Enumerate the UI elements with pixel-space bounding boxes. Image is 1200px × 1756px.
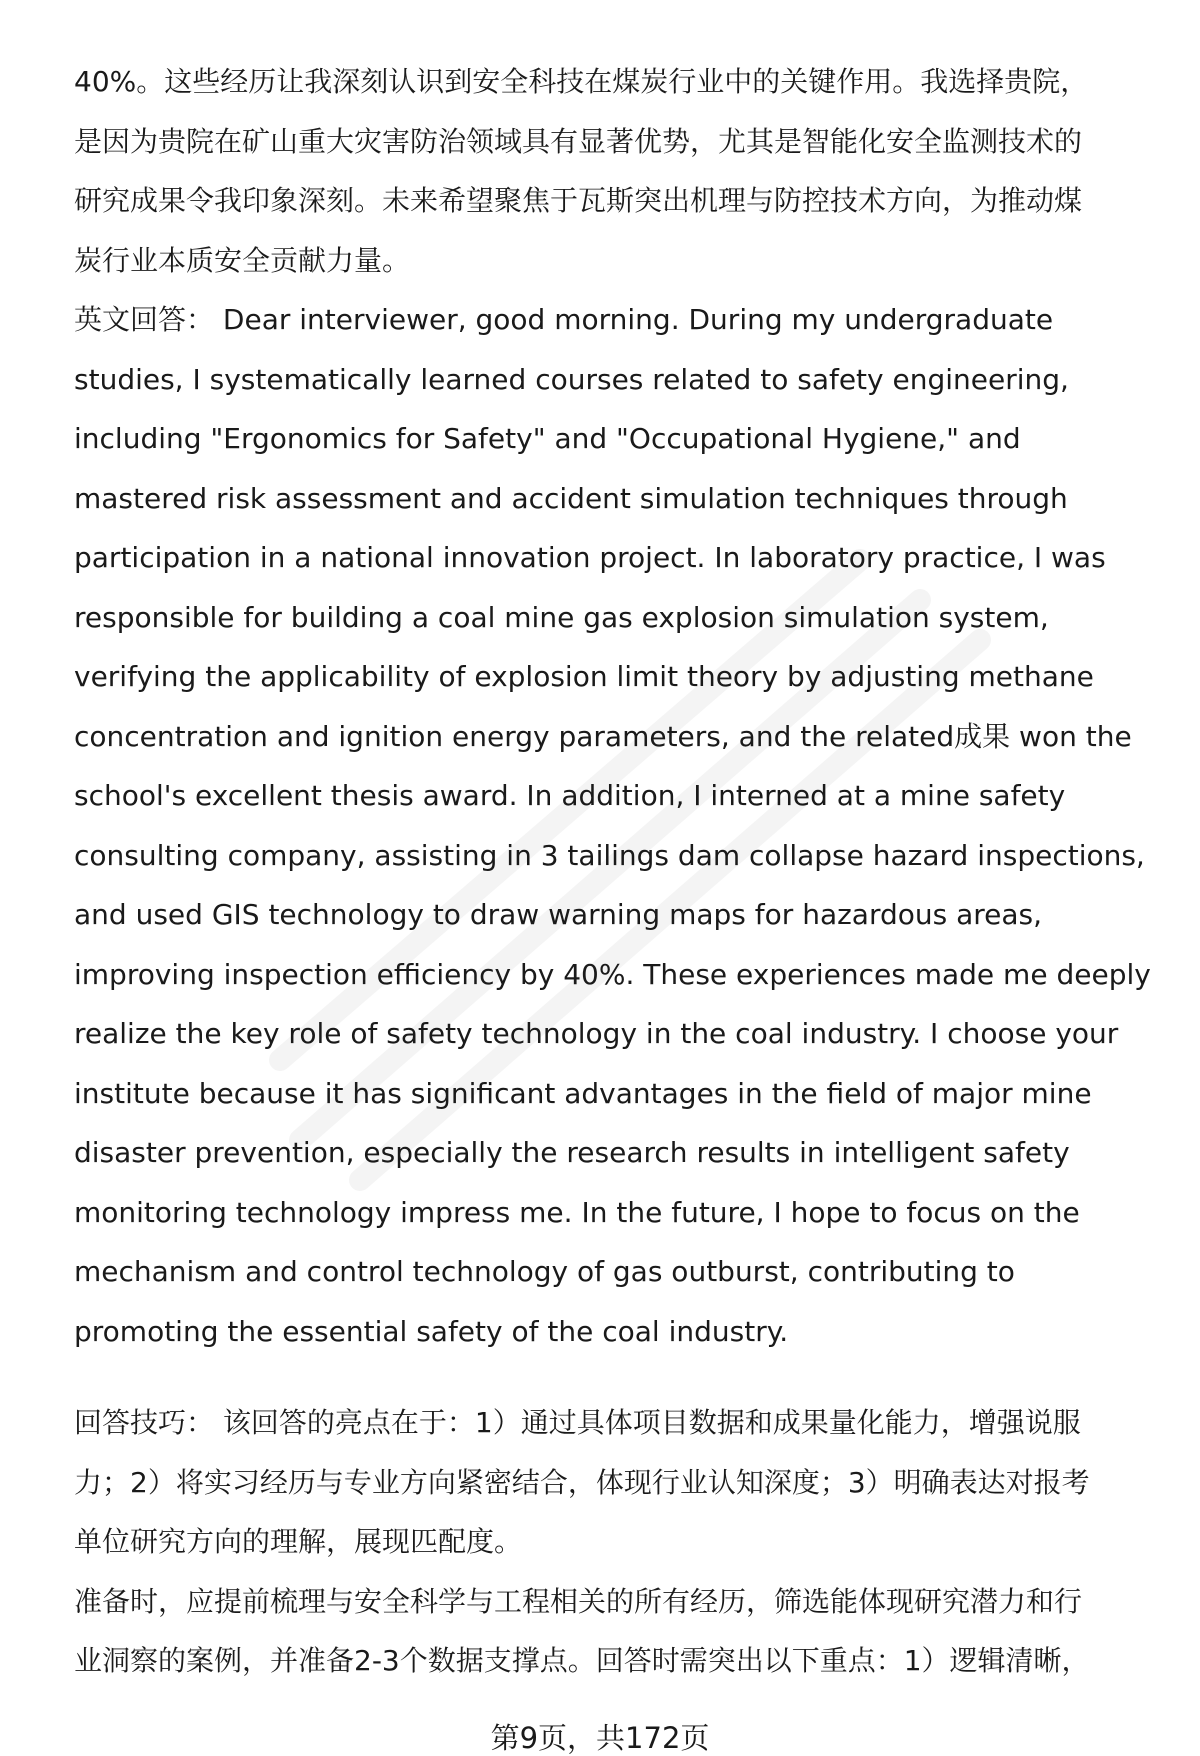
answer-tips-line: 回答技巧： 该回答的亮点在于：1）通过具体项目数据和成果量化能力，增强说服 [74,1406,1081,1439]
text-line: and used GIS technology to draw warning maps for hazardous areas, [74,898,1043,931]
text-line: including "Ergonomics for Safety" and "Occupational Hygiene," and [74,422,1021,455]
text-line: verifying the applicability of explosion limit theory by adjusting methane [74,660,1094,693]
document-body [74,52,1154,1691]
text-line: 是因为贵院在矿山重大灾害防治领域具有显著优势，尤其是智能化安全监测技术的 [74,124,1083,158]
preparation-line: 准备时，应提前梳理与安全科学与工程相关的所有经历，筛选能体现研究潜力和行 [74,1584,1083,1618]
paragraph-gap [74,1361,1154,1393]
text-line: responsible for building a coal mine gas explosion simulation system, [74,600,1049,634]
text-line: participation in a national innovation project. In laboratory practice, I was [74,541,1106,574]
text-line: concentration and ignition energy parameters, and the related成果 won the [74,719,1132,753]
english-answer-line: 英文回答： Dear interviewer, good morning. During my undergraduate [74,303,1054,336]
text-line: realize the key role of safety technology in the coal industry. I choose your [74,1017,1119,1050]
page-number: 第9页，共172页 [490,1721,710,1755]
text-line: improving inspection efficiency by 40%. These experiences made me deeply [74,957,1151,991]
text-line: mechanism and control technology of gas outburst, contributing to [74,1255,1015,1288]
text-line: consulting company, assisting in 3 tailings dam collapse hazard inspections, [74,838,1145,872]
text-line: disaster prevention, especially the research results in intelligent safety [74,1136,1070,1169]
text-line: 力；2）将实习经历与专业方向紧密结合，体现行业认知深度；3）明确表达对报考 [74,1465,1090,1499]
text-line: mastered risk assessment and accident simulation techniques through [74,481,1068,515]
text-line: school's excellent thesis award. In addition, I interned at a mine safety [74,779,1066,812]
text-line: monitoring technology impress me. In the future, I hope to focus on the [74,1195,1080,1229]
text-line: 单位研究方向的理解，展现匹配度。 [74,1525,523,1558]
text-line: 研究成果令我印象深刻。未来希望聚焦于瓦斯突出机理与防控技术方向，为推动煤 [74,184,1083,217]
text-line: 炭行业本质安全贡献力量。 [74,243,411,277]
text-line: institute because it has significant advantages in the field of major mine [74,1076,1092,1110]
text-line: 40%。这些经历让我深刻认识到安全科技在煤炭行业中的关键作用。我选择贵院， [74,65,1089,98]
text-line: studies, I systematically learned courses related to safety engineering, [74,362,1069,396]
text-line: 业洞察的案例，并准备2-3个数据支撑点。回答时需突出以下重点：1）逻辑清晰， [74,1644,1090,1677]
text-line: promoting the essential safety of the coal industry. [74,1314,789,1348]
